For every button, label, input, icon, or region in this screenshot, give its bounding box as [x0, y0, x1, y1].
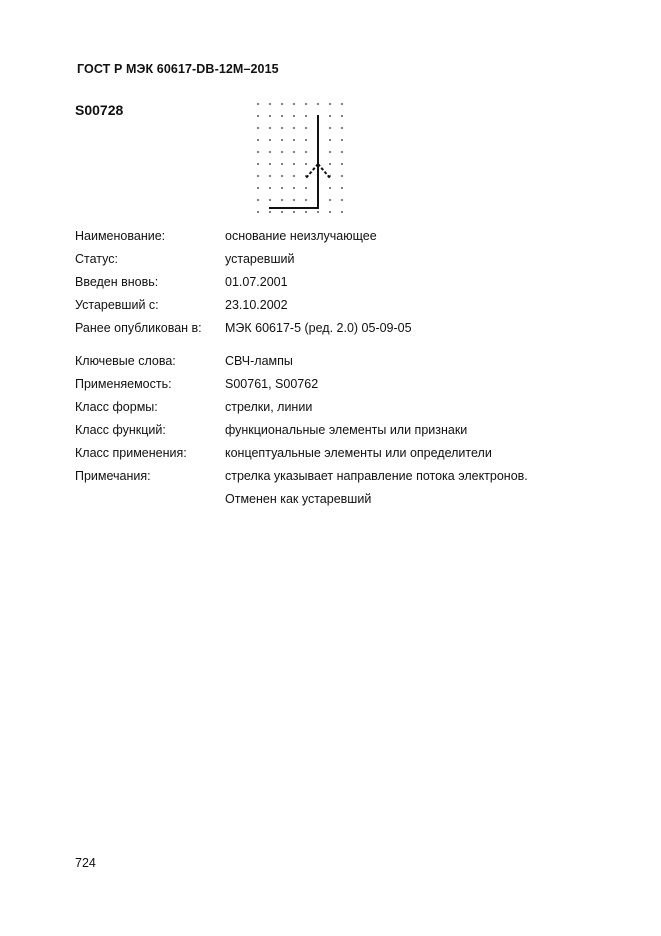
- grid-dot: [293, 163, 295, 165]
- grid-dot: [341, 127, 343, 129]
- grid-dot: [269, 187, 271, 189]
- grid-dot: [329, 187, 331, 189]
- grid-dot: [257, 199, 259, 201]
- grid-dot: [329, 103, 331, 105]
- grid-dot: [341, 163, 343, 165]
- grid-dot: [293, 175, 295, 177]
- grid-dot: [317, 103, 319, 105]
- grid-dot: [257, 127, 259, 129]
- grid-dot: [281, 139, 283, 141]
- arrow-right-stroke: [318, 164, 330, 178]
- property-value: основание неизлучающее: [225, 229, 377, 243]
- grid-dot: [305, 199, 307, 201]
- property-value: Отменен как устаревший: [225, 492, 372, 506]
- property-value: 01.07.2001: [225, 275, 288, 289]
- grid-dot: [257, 211, 259, 213]
- page-number: 724: [75, 856, 96, 870]
- property-value: 23.10.2002: [225, 298, 288, 312]
- grid-dot: [293, 151, 295, 153]
- grid-dot: [269, 199, 271, 201]
- grid-dot: [257, 187, 259, 189]
- symbol-code: S00728: [75, 102, 124, 118]
- grid-dot: [269, 151, 271, 153]
- grid-dot: [293, 115, 295, 117]
- grid-dot: [305, 103, 307, 105]
- property-value: стрелка указывает направление потока электронов.: [225, 469, 528, 483]
- grid-dot: [293, 211, 295, 213]
- property-label: Введен вновь:: [75, 275, 159, 289]
- grid-dot: [293, 139, 295, 141]
- property-label: Ранее опубликован в:: [75, 321, 202, 335]
- property-value: МЭК 60617-5 (ред. 2.0) 05-09-05: [225, 321, 412, 335]
- grid-dot: [341, 187, 343, 189]
- grid-dot: [329, 199, 331, 201]
- grid-dot: [281, 199, 283, 201]
- grid-dot: [281, 211, 283, 213]
- grid-dot: [269, 163, 271, 165]
- property-label: Статус:: [75, 252, 118, 266]
- grid-dot: [269, 127, 271, 129]
- grid-dot: [257, 139, 259, 141]
- property-value: СВЧ-лампы: [225, 354, 293, 368]
- document-header: ГОСТ Р МЭК 60617-DB-12M–2015: [77, 62, 279, 76]
- property-value: концептуальные элементы или определители: [225, 446, 492, 460]
- property-label: Устаревший с:: [75, 298, 159, 312]
- property-label: Примечания:: [75, 469, 151, 483]
- property-label: Ключевые слова:: [75, 354, 176, 368]
- property-value: устаревший: [225, 252, 295, 266]
- grid-dot: [329, 115, 331, 117]
- grid-dot: [341, 139, 343, 141]
- grid-dot: [257, 103, 259, 105]
- grid-dot: [293, 127, 295, 129]
- grid-dot: [281, 175, 283, 177]
- grid-dot: [269, 139, 271, 141]
- arrow-left-stroke: [306, 164, 318, 178]
- grid-dot: [293, 103, 295, 105]
- grid-dot: [341, 211, 343, 213]
- grid-dot: [329, 151, 331, 153]
- property-label: Применяемость:: [75, 377, 172, 391]
- grid-dot: [341, 103, 343, 105]
- grid-dot: [341, 115, 343, 117]
- grid-dot: [305, 187, 307, 189]
- grid-dot: [281, 115, 283, 117]
- grid-dot: [269, 103, 271, 105]
- grid-dot: [281, 163, 283, 165]
- grid-dot: [305, 163, 307, 165]
- property-label: Класс функций:: [75, 423, 166, 437]
- grid-dot: [329, 127, 331, 129]
- symbol-dot-grid: [257, 103, 343, 222]
- grid-dot: [281, 151, 283, 153]
- property-label: Класс применения:: [75, 446, 187, 460]
- grid-dot: [305, 211, 307, 213]
- grid-dot: [341, 199, 343, 201]
- grid-dot: [257, 151, 259, 153]
- grid-dot: [281, 103, 283, 105]
- property-value: стрелки, линии: [225, 400, 313, 414]
- grid-dot: [305, 151, 307, 153]
- grid-dot: [341, 175, 343, 177]
- symbol-graphic: [252, 98, 348, 222]
- grid-dot: [305, 127, 307, 129]
- property-value: функциональные элементы или признаки: [225, 423, 468, 437]
- grid-dot: [269, 115, 271, 117]
- grid-dot: [341, 151, 343, 153]
- grid-dot: [269, 175, 271, 177]
- grid-dot: [281, 127, 283, 129]
- grid-dot: [305, 115, 307, 117]
- grid-dot: [329, 163, 331, 165]
- grid-dot: [317, 211, 319, 213]
- property-label: Класс формы:: [75, 400, 158, 414]
- grid-dot: [281, 187, 283, 189]
- property-value: S00761, S00762: [225, 377, 319, 391]
- grid-dot: [257, 163, 259, 165]
- grid-dot: [269, 211, 271, 213]
- grid-dot: [293, 187, 295, 189]
- grid-dot: [329, 211, 331, 213]
- grid-dot: [329, 139, 331, 141]
- property-label: Наименование:: [75, 229, 166, 243]
- grid-dot: [257, 175, 259, 177]
- grid-dot: [257, 115, 259, 117]
- grid-dot: [305, 139, 307, 141]
- symbol-lines: [270, 116, 318, 208]
- grid-dot: [293, 199, 295, 201]
